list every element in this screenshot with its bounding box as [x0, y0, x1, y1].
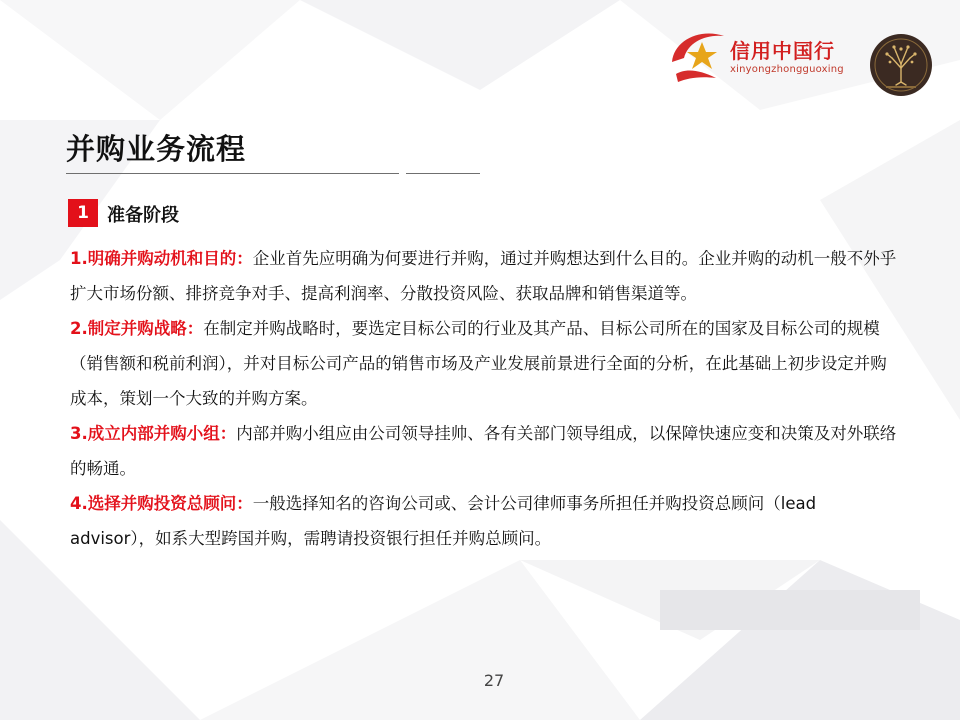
paragraph-1 [70, 241, 902, 311]
paragraph-body: 企业首先应明确为何要进行并购，通过并购想达到什么目的。企业并购的动机一般不外乎扩大市场份额、排挤竞争对手、提高利润率、分散投资风险、获取品牌和销售渠道等。 [70, 249, 897, 303]
paragraph-heading: 3.成立内部并购小组： [70, 424, 237, 443]
tree-logo [870, 34, 932, 96]
title-underline-accent [406, 173, 480, 174]
slide-title: 并购业务流程 [66, 132, 247, 166]
section-number-badge: 1 [68, 199, 98, 227]
brand-name: 信用中国行 [730, 39, 835, 63]
paragraph-body: 在制定并购战略时，要选定目标公司的行业及其产品、目标公司所在的国家及目标公司的规模（销售额和税前利润），并对目标公司产品的销售市场及产业发展前景进行全面的分析，在此基础上初步设定并购成本，策划一个大致的并购方案。 [70, 319, 887, 408]
paragraph-heading: 1.明确并购动机和目的： [70, 249, 253, 268]
paragraph-3 [70, 416, 902, 486]
paragraph-body: 一般选择知名的咨询公司或、会计公司律师事务所担任并购投资总顾问（lead advisor），如系大型跨国并购，需聘请投资银行担任并购总顾问。 [70, 494, 817, 548]
section-title: 准备阶段 [107, 205, 179, 226]
slide-content [70, 241, 902, 556]
paragraph-heading: 2.制定并购战略： [70, 319, 204, 338]
paragraph-2 [70, 311, 902, 416]
title-underline [66, 173, 399, 174]
brand-logo [666, 22, 862, 90]
paragraph-body: 内部并购小组应由公司领导挂帅、各有关部门领导组成，以保障快速应变和决策及对外联络的畅通。 [70, 424, 897, 478]
page-number: 27 [483, 671, 505, 690]
tree-emblem-icon [870, 34, 932, 96]
brand-subtitle: xinyongzhongguoxing [730, 64, 844, 75]
paragraph-heading: 4.选择并购投资总顾问： [70, 494, 253, 513]
paragraph-4 [70, 486, 902, 556]
brand-star-swoosh-icon [666, 22, 730, 86]
